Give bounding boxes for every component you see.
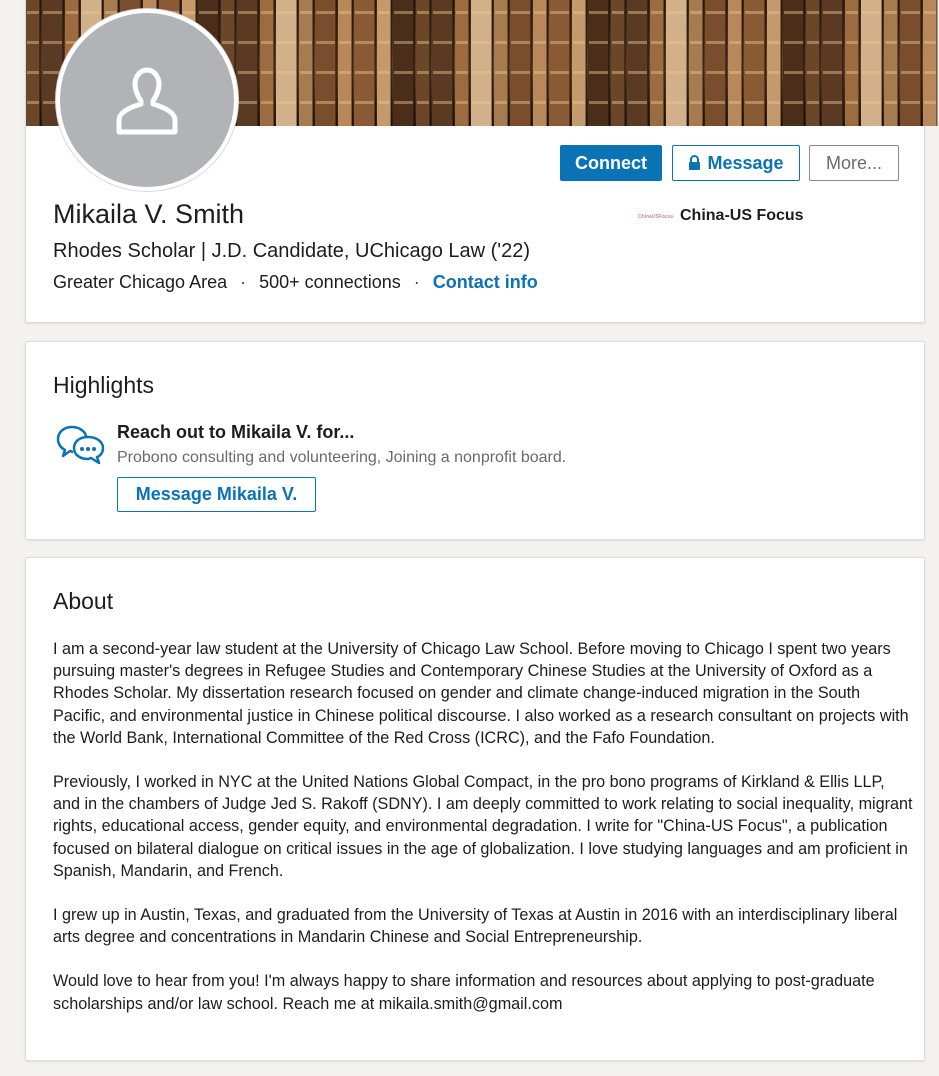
contact-info-link[interactable]: Contact info bbox=[432, 272, 538, 292]
about-card bbox=[25, 557, 925, 1061]
highlights-card bbox=[25, 341, 925, 540]
highlight-heading: Reach out to Mikaila V. for... bbox=[117, 422, 355, 442]
message-member-button[interactable]: Message Mikaila V. bbox=[117, 477, 316, 512]
lock-icon bbox=[688, 155, 701, 171]
svg-text:ChinaUSFocus: ChinaUSFocus bbox=[638, 214, 674, 220]
profile-name: Mikaila V. Smith bbox=[53, 199, 245, 229]
profile-card bbox=[25, 0, 925, 323]
connect-button[interactable]: Connect bbox=[560, 145, 662, 181]
profile-headline: Rhodes Scholar | J.D. Candidate, UChicago Law ('22) bbox=[53, 240, 531, 262]
profile-location: Greater Chicago Area bbox=[53, 272, 228, 292]
profile-connections[interactable]: 500+ connections bbox=[259, 272, 401, 292]
chat-bubbles-icon bbox=[56, 425, 106, 465]
profile-avatar[interactable] bbox=[56, 9, 238, 191]
about-paragraph: I am a second-year law student at the University of Chicago Law School. Before moving to Chicago I spent two years pursuing master's degrees in Refugee Studies and Contemporary Chinese Studies at the University of Oxford as a Rhodes Scholar. My dissertation research focused on gender and climate change-induced migration in the South Pacific, and environmental justice in Chinese political discourse. I also worked as a research consultant on projects with the World Bank, International Committee of the Red Cross (ICRC), and the Fafo Foundation. bbox=[53, 640, 909, 747]
about-paragraph: Would love to hear from you! I'm always happy to share information and resources about applying to post-graduate scholarships and/or law school. Reach me at mikaila.smith@gmail.com bbox=[53, 972, 875, 1013]
company-name: China-US Focus bbox=[680, 207, 804, 224]
more-actions-button[interactable]: More... bbox=[809, 145, 899, 181]
about-body bbox=[53, 638, 913, 1037]
about-paragraph: I grew up in Austin, Texas, and graduated from the University of Texas at Austin in 2016 with an interdisciplinary liberal arts degree and concentrations in Mandarin Chinese and Social Entrepreneurship. bbox=[53, 906, 898, 947]
profile-meta-line bbox=[53, 272, 538, 293]
company-logo bbox=[638, 211, 674, 221]
message-button-label: Message bbox=[707, 152, 784, 173]
company-logo-graphic bbox=[638, 212, 674, 220]
person-silhouette-icon bbox=[112, 64, 182, 136]
about-title: About bbox=[53, 588, 114, 614]
about-paragraph: Previously, I worked in NYC at the United Nations Global Compact, in the pro bono programs of Kirkland & Ellis LLP, and in the chambers of Judge Jed S. Rakoff (SDNY). I am deeply committed to work relating to social inequality, migrant rights, educational access, gender equity, and environmental degradation. I write for "China-US Focus", a publication focused on bilateral dialogue on critical issues in the age of globalization. I love studying languages and am proficient in Spanish, Mandarin, and French. bbox=[53, 773, 913, 880]
message-button[interactable] bbox=[672, 145, 800, 181]
highlights-title: Highlights bbox=[53, 372, 154, 398]
meta-separator: · bbox=[413, 272, 420, 292]
highlight-subtitle: Probono consulting and volunteering, Joining a nonprofit board. bbox=[117, 449, 567, 466]
current-company[interactable] bbox=[638, 207, 804, 225]
meta-separator: · bbox=[240, 272, 247, 292]
